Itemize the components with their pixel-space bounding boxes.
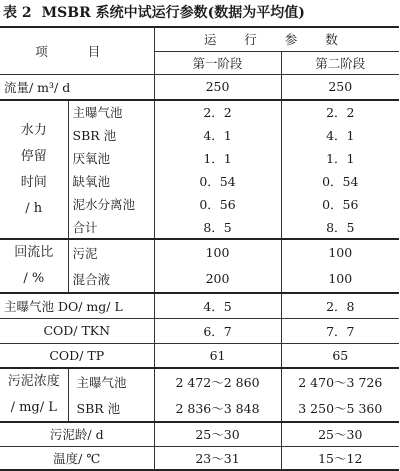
mlss-label-line: 污泥浓度: [7, 374, 60, 389]
value-phase2: 15～12: [281, 446, 399, 470]
value-phase2: 65: [281, 343, 399, 368]
parameters-table: [0, 26, 399, 471]
value-phase2: 1．1: [326, 150, 355, 166]
row-reflux-1: [0, 239, 399, 265]
sub-label: 合计: [68, 215, 154, 239]
value-phase1: 61: [154, 343, 281, 368]
table-title: MSBR 系统中试运行参数(数据为平均值): [41, 5, 305, 21]
table-caption: [0, 0, 400, 26]
value-phase1: 4．5: [154, 293, 281, 318]
row-label: 流量/ m³/ d: [0, 74, 154, 100]
row-srt: [0, 422, 399, 446]
sub-label: SBR 池: [68, 123, 154, 146]
value-phase2: 2．8: [281, 293, 399, 318]
value-phase2: 8．5: [281, 215, 399, 239]
reflux-group-label: [0, 239, 68, 293]
reflux-label-line: / %: [23, 271, 45, 286]
header-row-1: [0, 27, 399, 51]
value-phase1: 23～31: [154, 446, 281, 470]
value-phase1: 1．1: [154, 146, 281, 169]
row-hrt-1: [0, 100, 399, 123]
sub-label: 主曝气池: [68, 100, 154, 123]
hrt-label-line: / h: [25, 200, 43, 216]
value-phase1: 0．56: [154, 192, 281, 215]
value-phase2: 100: [281, 265, 399, 293]
value-phase1: 250: [154, 74, 281, 100]
reflux-label-line: 回流比: [14, 245, 54, 260]
value-phase2: 4．1: [326, 127, 355, 143]
row-do: [0, 293, 399, 318]
hrt-label-line: 水力: [20, 122, 47, 138]
value-phase2: 7．7: [281, 318, 399, 343]
sub-label: 主曝气池: [68, 368, 154, 394]
value-phase2: 100: [328, 245, 353, 261]
value-phase1: 8．5: [154, 215, 281, 239]
sub-label: 厌氧池: [68, 146, 154, 169]
header-item: 项 目: [35, 43, 119, 59]
value-phase1: 25～30: [154, 422, 281, 446]
row-label: 温度/ ℃: [0, 446, 154, 470]
hrt-label-line: 停留: [20, 148, 47, 164]
value-phase1: 4．1: [154, 123, 281, 146]
row-label: 主曝气池 DO/ mg/ L: [0, 293, 154, 318]
value-phase1: 2 472～2 860: [154, 368, 281, 394]
header-operation: 运 行 参 数: [203, 32, 350, 48]
row-mlss-1: [0, 368, 399, 394]
sub-label: 混合液: [68, 265, 154, 293]
row-flow: [0, 74, 399, 100]
value-phase2: 2 470～3 726: [298, 374, 383, 390]
value-phase1: 200: [154, 265, 281, 293]
value-phase2: 2．2: [326, 105, 355, 120]
value-phase1: 0．54: [154, 169, 281, 192]
header-operation-cell: [154, 27, 399, 51]
sub-label: 污泥: [68, 239, 154, 265]
header-item-cell: [0, 27, 154, 74]
hrt-label-line: 时间: [20, 174, 47, 190]
value-phase1: 100: [154, 239, 281, 265]
row-label: COD/ TP: [0, 343, 154, 368]
value-phase1: 2 836～3 848: [154, 394, 281, 422]
sub-label: 泥水分离池: [68, 192, 154, 215]
value-phase2: 25～30: [281, 422, 399, 446]
value-phase2: 3 250～5 360: [281, 394, 399, 422]
row-label: COD/ TKN: [0, 318, 154, 343]
mlss-label-line: / mg/ L: [10, 400, 57, 415]
row-label: 污泥龄/ d: [0, 422, 154, 446]
row-cod-tkn: [0, 318, 399, 343]
table-number: 表 2: [3, 5, 32, 21]
mlss-group-label: [0, 368, 68, 422]
value-phase2: 250: [281, 74, 399, 100]
value-phase2: 0．54: [322, 173, 359, 189]
header-phase1: 第一阶段: [154, 51, 281, 74]
value-phase1: 6．7: [154, 318, 281, 343]
value-phase2: 0．56: [322, 196, 359, 212]
row-cod-tp: [0, 343, 399, 368]
value-phase1: 2．2: [154, 100, 281, 123]
hrt-group-label: [0, 100, 68, 239]
header-phase2: 第二阶段: [281, 51, 399, 74]
row-temperature: [0, 446, 399, 470]
sub-label: SBR 池: [68, 394, 154, 422]
sub-label: 缺氧池: [68, 169, 154, 192]
